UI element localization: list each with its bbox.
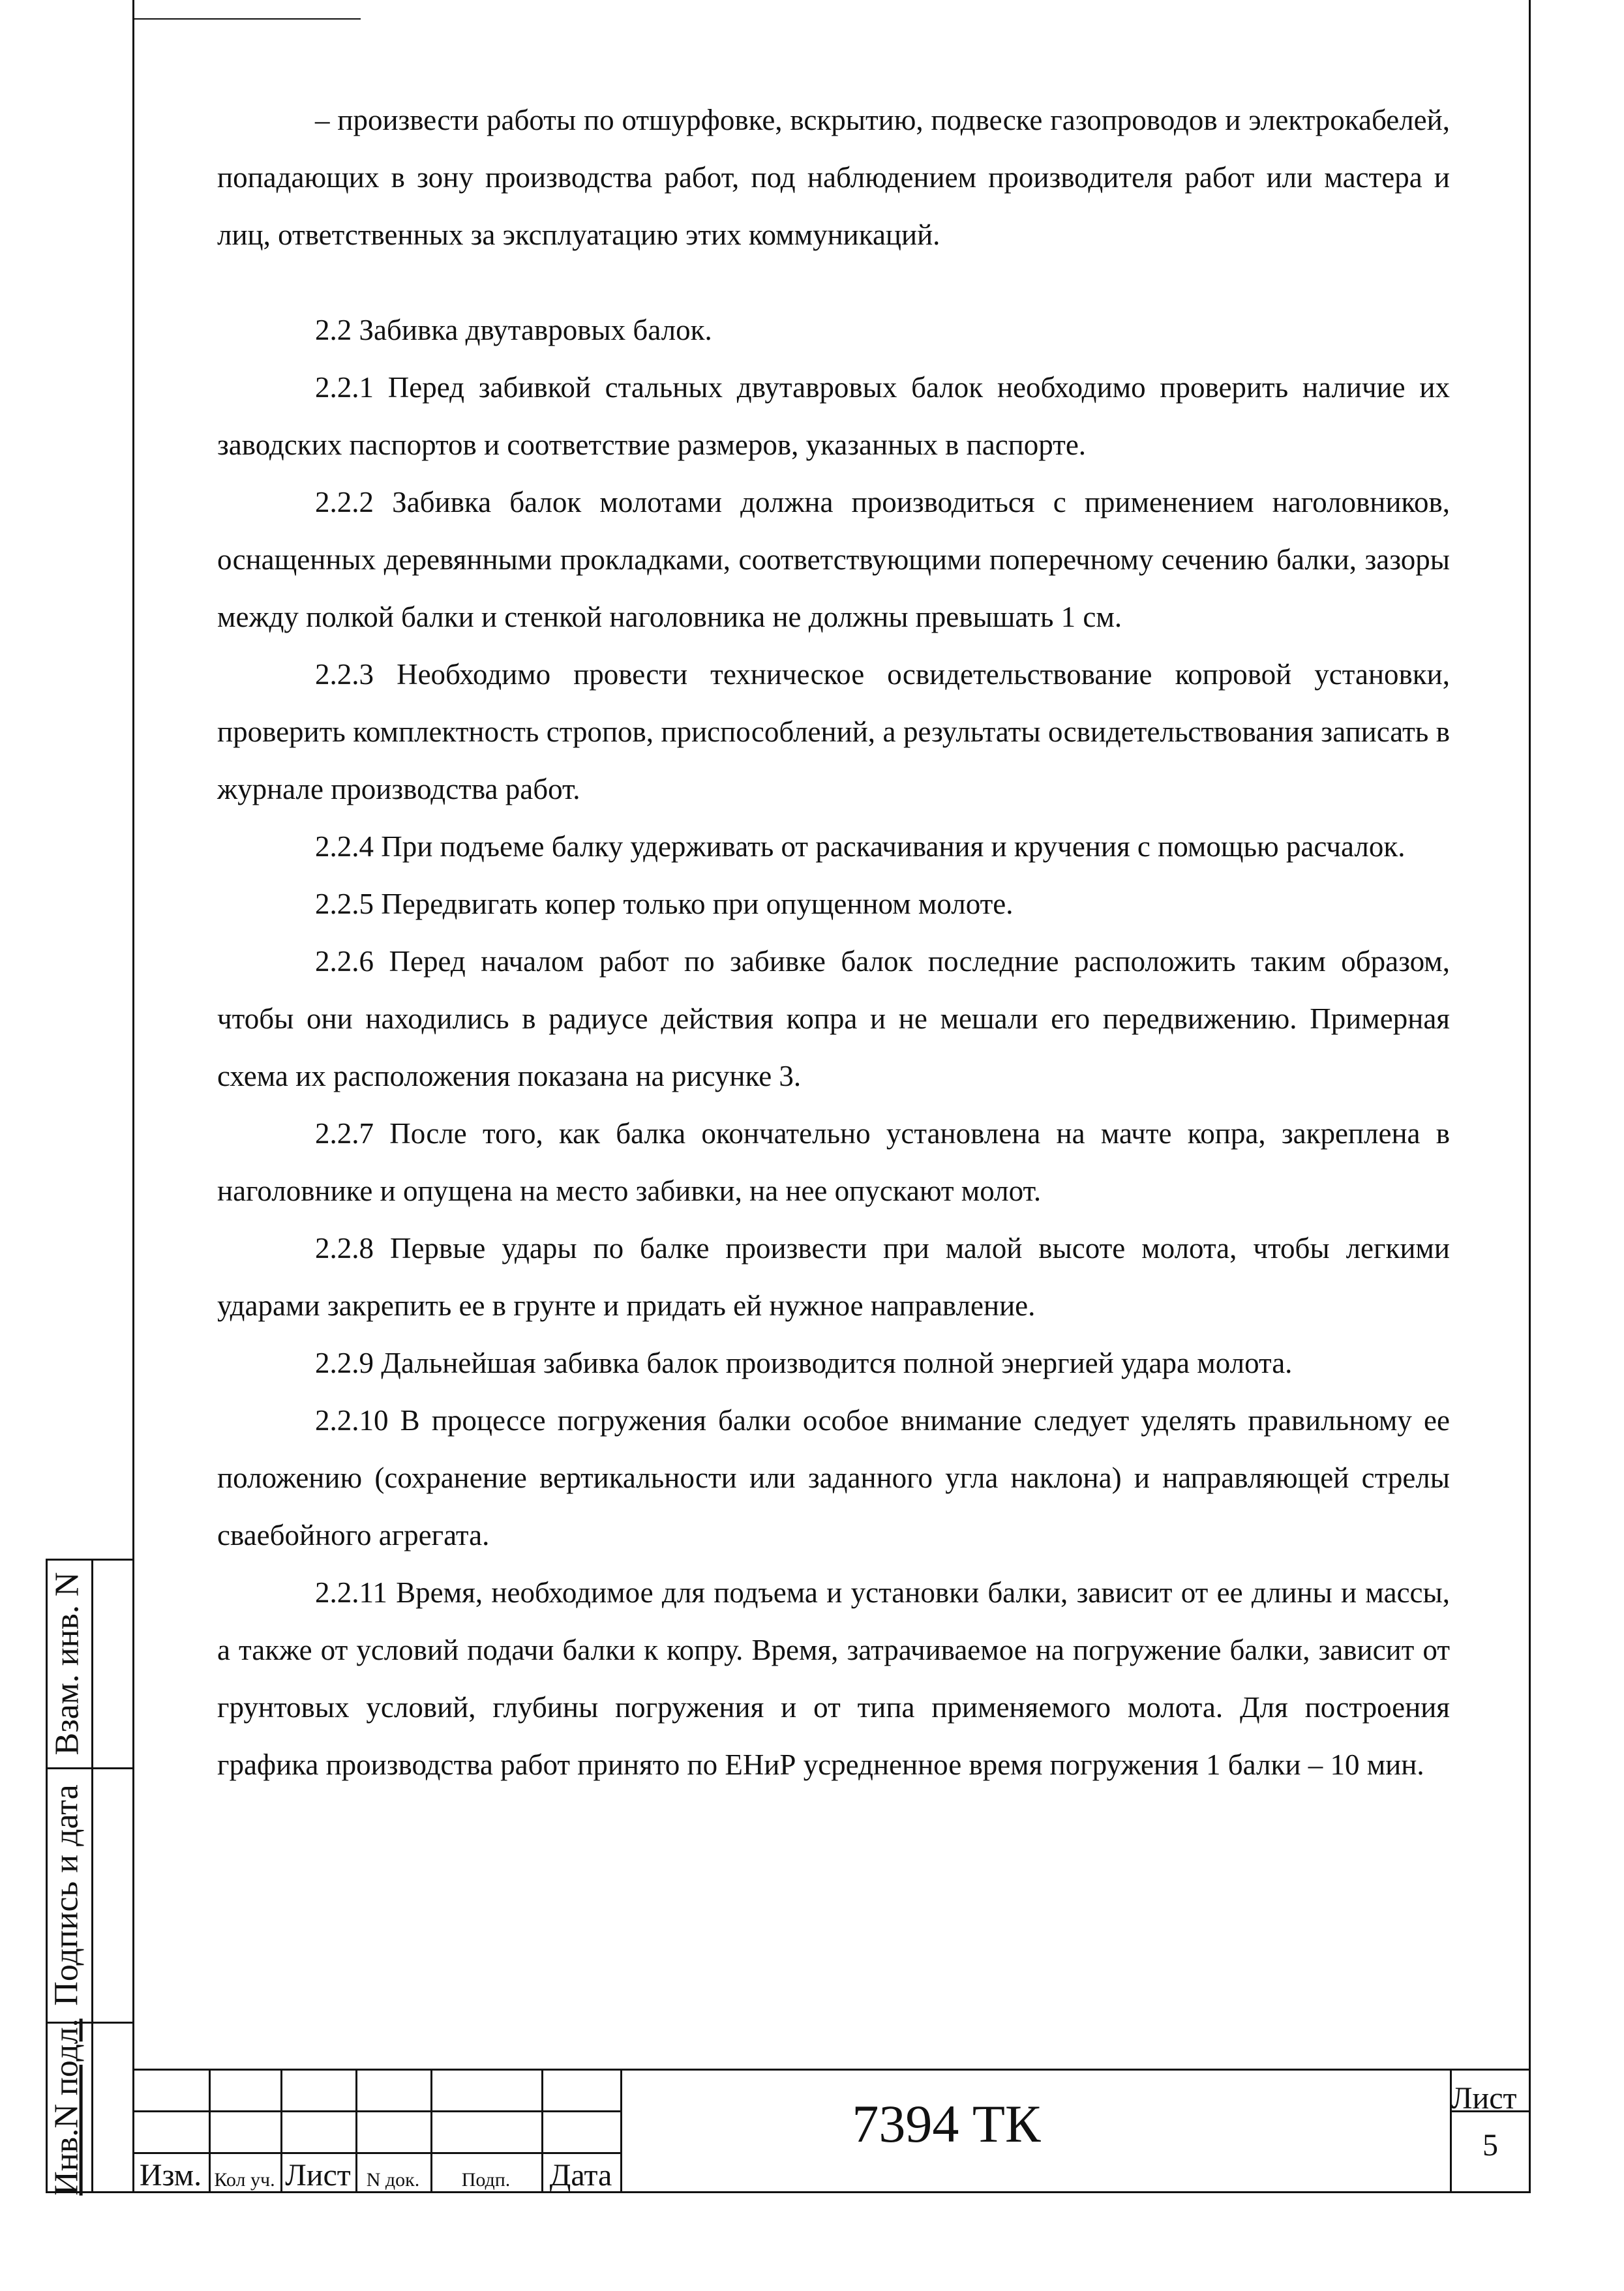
label-podp: Подп.: [461, 2169, 511, 2191]
paragraph-2-2-2: 2.2.2 Забивка балок молотами должна производиться с применением наголовников, оснащенных деревянными прокладками, соответствующими поперечному сечению балки, зазоры между полкой балки и стенкой наголовника не должны превышать 1 см.: [217, 486, 1450, 633]
paragraph-intro: – произвести работы по отшурфовке, вскрытию, подвеске газопроводов и электрокабелей, попадающих в зону производства работ, под наблюдением производителя работ или мастера и лиц, ответственных за эксплуатацию этих коммуникаций.: [217, 104, 1450, 251]
title-block: [132, 2069, 1531, 2193]
frame-right-border: [1529, 0, 1531, 2193]
strip-label-vzam: Взам. инв. N: [48, 1572, 86, 1756]
label-list: Лист: [285, 2158, 351, 2193]
paragraph-2-2-3: 2.2.3 Необходимо провести техническое освидетельствование копровой установки, проверить комплектность стропов, приспособлений, а результаты освидетельствования записать в журнале производства работ.: [217, 658, 1450, 805]
label-data: Дата: [549, 2158, 612, 2193]
section-heading-2-2: 2.2 Забивка двутавровых балок.: [315, 314, 712, 346]
title-block-row-line-1: [132, 2110, 620, 2112]
label-izm: Изм.: [139, 2158, 202, 2193]
title-block-top-line: [132, 2069, 1531, 2071]
paragraph-2-2-1: 2.2.1 Перед забивкой стальных двутавровых балок необходимо проверить наличие их заводских паспортов и соответствие размеров, указанных в паспорте.: [217, 371, 1450, 461]
label-n-dok: N док.: [366, 2169, 420, 2191]
label-kol-uch: Кол уч.: [214, 2169, 275, 2191]
document-number: 7394 ТК: [852, 2094, 1041, 2153]
strip-label-inv: Инв.N подл.: [48, 2018, 86, 2196]
sheet-number: 5: [1482, 2128, 1498, 2163]
paragraph-2-2-5: 2.2.5 Передвигать копер только при опущенном молоте.: [315, 888, 1014, 920]
paragraph-2-2-10: 2.2.10 В процессе погружения балки особое внимание следует уделять правильному ее положению (сохранение вертикальности или заданного угла наклона) и направляющей стрелы сваебойного агрегата.: [217, 1404, 1450, 1551]
strip-label-podpis: Подпись и дата: [48, 1784, 86, 2006]
paragraph-2-2-8: 2.2.8 Первые удары по балке произвести при малой высоте молота, чтобы легкими ударами закрепить ее в грунте и придать ей нужное направление.: [217, 1232, 1450, 1322]
paragraph-2-2-7: 2.2.7 После того, как балка окончательно установлена на мачте копра, закреплена в наголовнике и опущена на место забивки, на нее опускают молот.: [217, 1117, 1450, 1207]
paragraph-2-2-6: 2.2.6 Перед началом работ по забивке балок последние расположить таким образом, чтобы они находились в радиусе действия копра и не мешали его передвижению. Примерная схема их расположения показана на рисунке 3.: [217, 945, 1450, 1092]
top-frame-stub: [132, 18, 361, 20]
sheet-label: Лист: [1451, 2081, 1517, 2116]
paragraph-2-2-11: 2.2.11 Время, необходимое для подъема и установки балки, зависит от ее длины и массы, а также от условий подачи балки к копру. Время, затрачиваемое на погружение балки, зависит от грунтовых условий, глубины погружения и от типа применяемого молота. Для построения графика производства работ принято по ЕНиР усредненное время погружения 1 балки – 10 мин.: [217, 1576, 1450, 1781]
strip-inner-line: [91, 1559, 93, 2193]
title-block-row-line-2: [132, 2152, 620, 2154]
document-body: [217, 91, 1450, 1793]
paragraph-2-2-9: 2.2.9 Дальнейшая забивка балок производится полной энергией удара молота.: [315, 1347, 1293, 1379]
paragraph-2-2-4: 2.2.4 При подъеме балку удерживать от раскачивания и кручения с помощью расчалок.: [315, 830, 1406, 863]
